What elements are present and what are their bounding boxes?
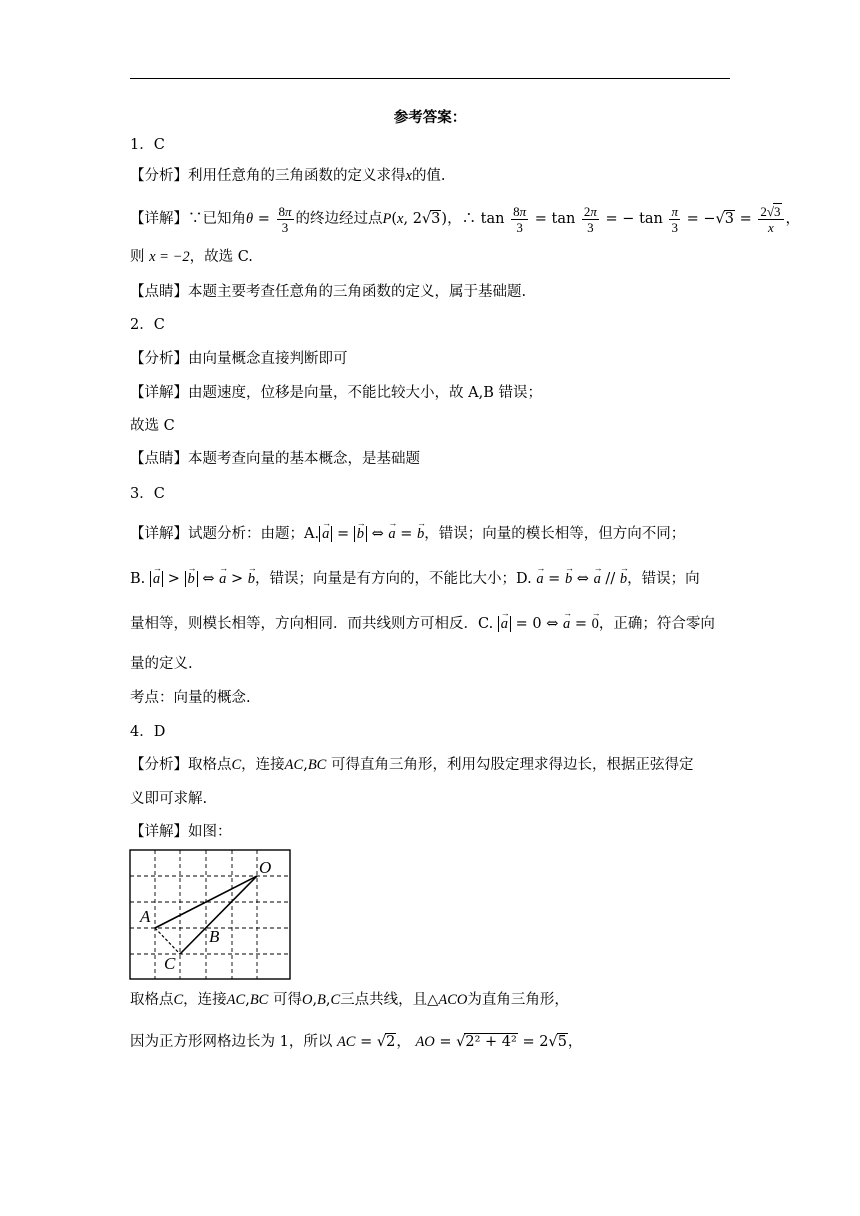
q2-detail: 【详解】由题速度，位移是向量，不能比较大小，故 A,B 错误； xyxy=(130,385,542,401)
q2-analysis: 【分析】由向量概念直接判断即可 xyxy=(130,351,348,367)
label-a: A xyxy=(140,907,151,926)
q1-detail: 【详解】∵已知角θ = $\frac{8\pi}{3}$ 的终边经过点P(x, 2√3)，∴ tan $\frac{8\pi}{3}$ = tan $\frac{2\pi}{3}$ = − tan $\frac{\pi}{3}$ = −√3 = $\frac{2√3}{x}$ ， xyxy=(130,203,801,235)
q2-number: 2．C xyxy=(130,317,165,333)
q3-line4: 量的定义. xyxy=(130,656,193,672)
q4-analysis-line2: 义即可求解. xyxy=(130,791,208,807)
q1-comment: 【点睛】本题主要考查任意角的三角函数的定义，属于基础题. xyxy=(130,284,527,300)
q2-comment: 【点睛】本题考查向量的基本概念，是基础题 xyxy=(130,451,420,467)
label-c: C xyxy=(164,954,176,973)
q4-after-line2: 因为正方形网格边长为 1，所以 AC = √2， AO = √2² + 4² = 2√5， xyxy=(130,1034,583,1050)
q3-number: 3．C xyxy=(130,486,165,502)
q4-after-line1: 取格点C，连接AC,BC 可得O,B,C三点共线，且△ACO为直角三角形， xyxy=(130,992,569,1008)
header-rule xyxy=(130,78,730,79)
q1-detail-line2: 则 x = −2，故选 C. xyxy=(130,249,253,265)
q3-line2: B. → a > → b ⇔ → a > → b，错误；向量是有方向的，不能比大小；D. → a = → b ⇔ → a // → b，错误；向 xyxy=(130,569,700,589)
q3-kaodian: 考点：向量的概念. xyxy=(130,690,251,706)
q1-analysis: 【分析】利用任意角的三角函数的定义求得x的值. xyxy=(130,168,446,184)
q1-number: 1．C xyxy=(130,137,165,153)
grid-diagram xyxy=(129,849,291,981)
q3-line3: 量相等，则模长相等，方向相同．而共线则方可相反．C. → a = 0 ⇔ → a = → 0，正确；符合零向 xyxy=(130,614,715,634)
q3-line1: 【详解】试题分析：由题；A.→ a = → b ⇔ → a = → b，错误；向量的模长相等，但方向不同； xyxy=(130,524,685,544)
q4-detail: 【详解】如图： xyxy=(130,824,232,840)
q2-choice: 故选 C xyxy=(130,418,175,434)
grid-figure xyxy=(129,849,291,985)
q4-analysis: 【分析】取格点C，连接AC,BC 可得直角三角形，利用勾股定理求得边长，根据正弦得定 xyxy=(130,757,694,773)
q4-number: 4．D xyxy=(130,724,166,740)
label-b: B xyxy=(209,927,220,946)
answers-title: 参考答案： xyxy=(393,109,467,126)
label-o: O xyxy=(259,858,272,877)
